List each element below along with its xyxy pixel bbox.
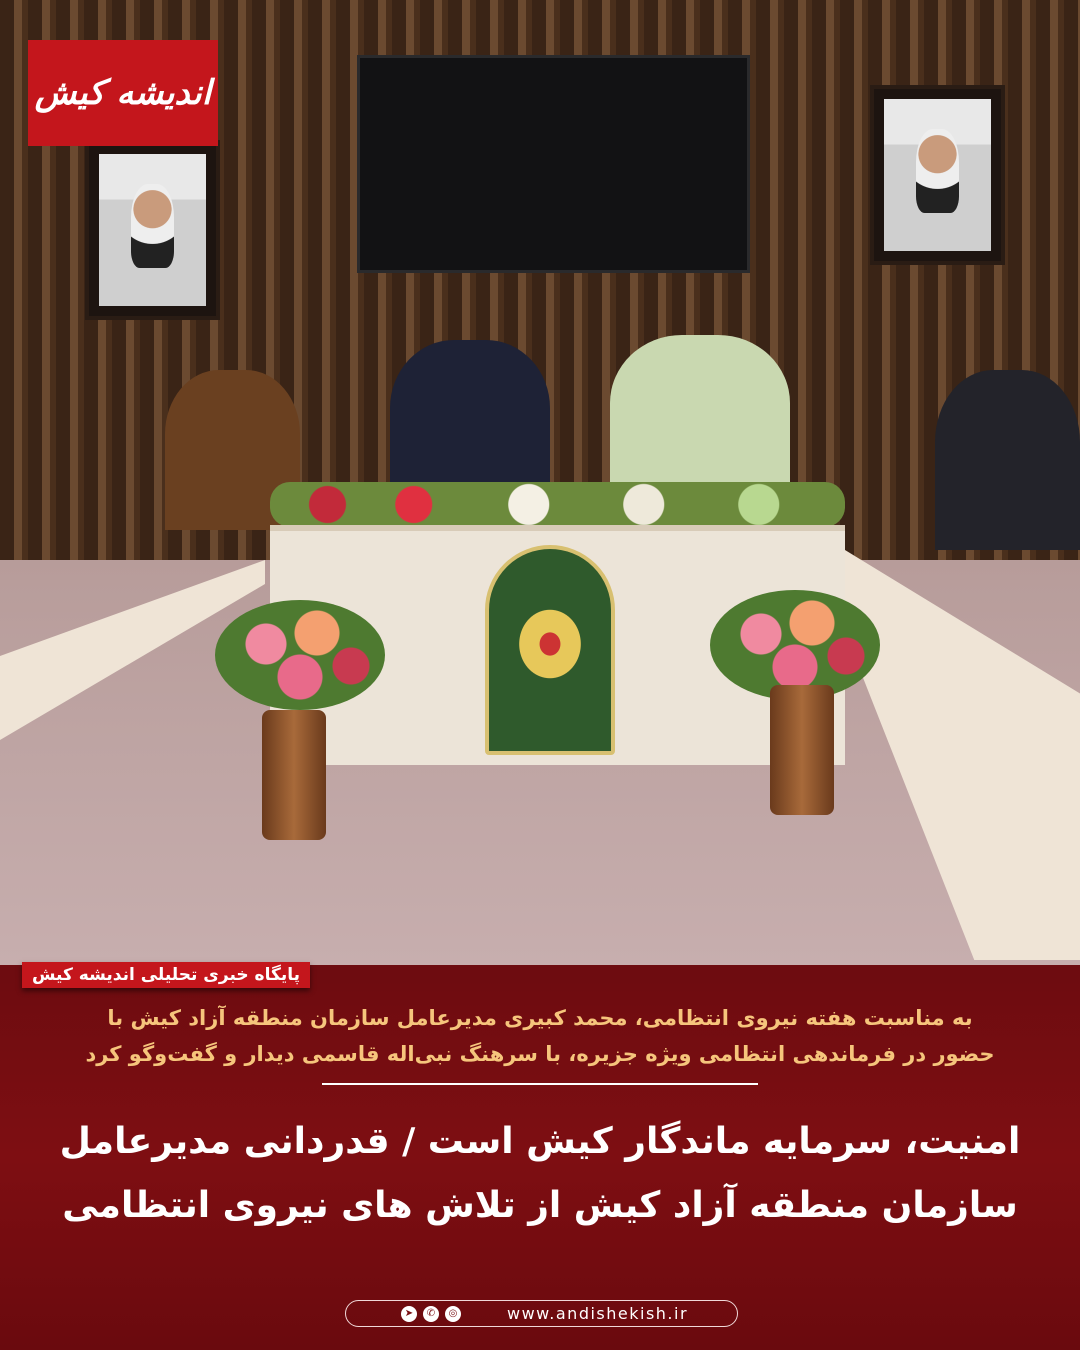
subtitle: به مناسبت هفته نیروی انتظامی، محمد کبیری مدیرعامل سازمان منطقه آزاد کیش با حضور در فرماندهی انتظامی ویژه جزیره، با سرهنگ نبی‌اله قاسمی دیدار و گفت‌وگو کرد [85,1006,995,1066]
headline: امنیت، سرمایه ماندگار کیش است / قدردانی مدیرعامل سازمان منطقه آزاد کیش از تلاش های نیروی انتظامی [59,1121,1021,1226]
person [935,370,1080,550]
website-link[interactable]: www.andishekish.ir [507,1304,689,1323]
footer-bar [345,1300,738,1327]
divider [322,1083,758,1085]
police-emblem [485,545,615,755]
brand-logo [28,40,218,146]
vase [770,685,834,815]
bouquet [710,590,880,700]
flower-row [270,482,845,527]
source-tag: پایگاه خبری تحلیلی اندیشه کیش [22,962,310,988]
person [610,335,790,505]
portrait-left [85,140,220,320]
wall-tv [357,55,750,273]
whatsapp-icon[interactable]: ✆ [423,1306,439,1322]
logo-text: اندیشه کیش [34,73,212,113]
telegram-icon[interactable]: ➤ [401,1306,417,1322]
instagram-icon[interactable]: ◎ [445,1306,461,1322]
vase [262,710,326,840]
portrait-right [870,85,1005,265]
bouquet [215,600,385,710]
